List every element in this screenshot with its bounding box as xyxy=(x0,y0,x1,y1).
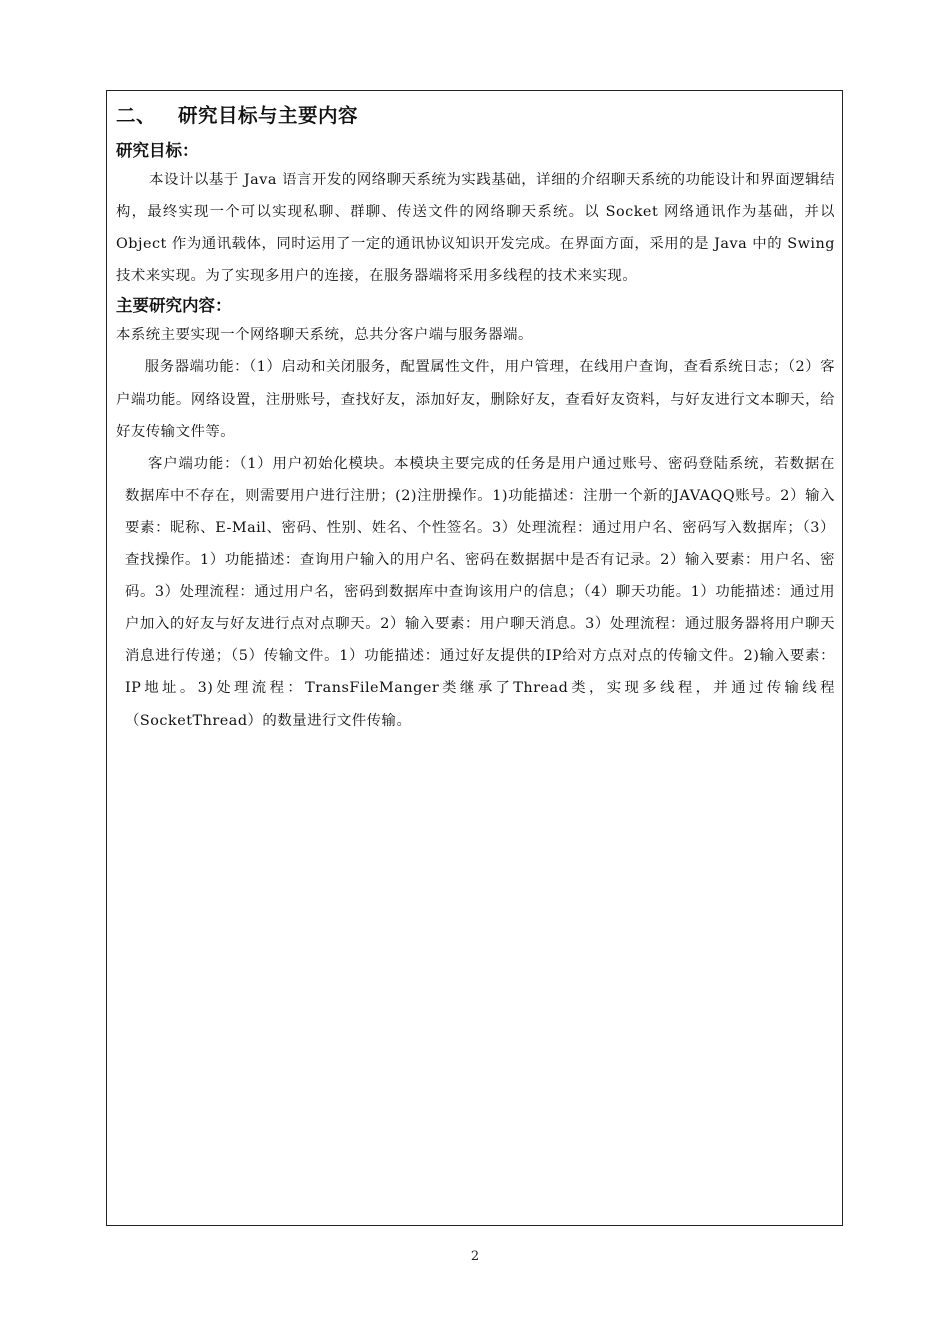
section-number: 二、 xyxy=(116,104,157,127)
goal-heading: 研究目标： xyxy=(116,141,199,160)
client-function-paragraph: 客户端功能：（1）用户初始化模块。本模块主要完成的任务是用户通过账号、密码登陆系统，若数据在数据库中不存在，则需要用户进行注册；(2)注册操作。1)功能描述：注册一个新的JAVAQQ账号。2）输入要素：昵称、E-Mail、密码、性别、姓名、个性签名。3）处理流程：通过用户名、密码写入数据库；（3）查找操作。1）功能描述：查询用户输入的用户名、密码在数据据中是否有记录。2）输入要素：用户名、密码。3）处理流程：通过用户名，密码到数据库中查询该用户的信息；（4）聊天功能。1）功能描述：通过用户加入的好友与好友进行点对点聊天。2）输入要素：用户聊天消息。3）处理流程：通过服务器将用户聊天消息进行传递；（5）传输文件。1）功能描述：通过好友提供的IP给对方点对点的传输文件。2)输入要素：IP地址。3)处理流程：TransFileManger类继承了Thread类，实现多线程，并通过传输线程（SocketThread）的数量进行文件传输。 xyxy=(125,455,835,729)
goal-paragraph: 本设计以基于 Java 语言开发的网络聊天系统为实践基础，详细的介绍聊天系统的功能设计和界面逻辑结构，最终实现一个可以实现私聊、群聊、传送文件的网络聊天系统。以 Socket 网络通讯作为基础，并以 Object 作为通讯载体，同时运用了一定的通讯协议知识开发完成。在界面方面，采用的是 Java 中的 Swing 技术来实现。为了实现多用户的连接，在服务器端将采用多线程的技术来实现。 xyxy=(116,172,835,285)
content-frame xyxy=(106,90,843,1226)
content-heading: 主要研究内容： xyxy=(116,296,232,316)
document-body xyxy=(116,101,835,737)
page-number: 2 xyxy=(470,1249,480,1264)
content-intro-paragraph: 本系统主要实现一个网络聊天系统，总共分客户端与服务器端。 xyxy=(116,327,533,344)
section-title xyxy=(116,101,835,131)
server-function-paragraph: 服务器端功能：（1）启动和关闭服务，配置属性文件，用户管理，在线用户查询，查看系统日志；（2）客户端功能。网络设置，注册账号，查找好友，添加好友，删除好友，查看好友资料，与好友进行文本聊天，给好友传输文件等。 xyxy=(116,359,835,440)
section-title-text: 研究目标与主要内容 xyxy=(178,104,359,127)
